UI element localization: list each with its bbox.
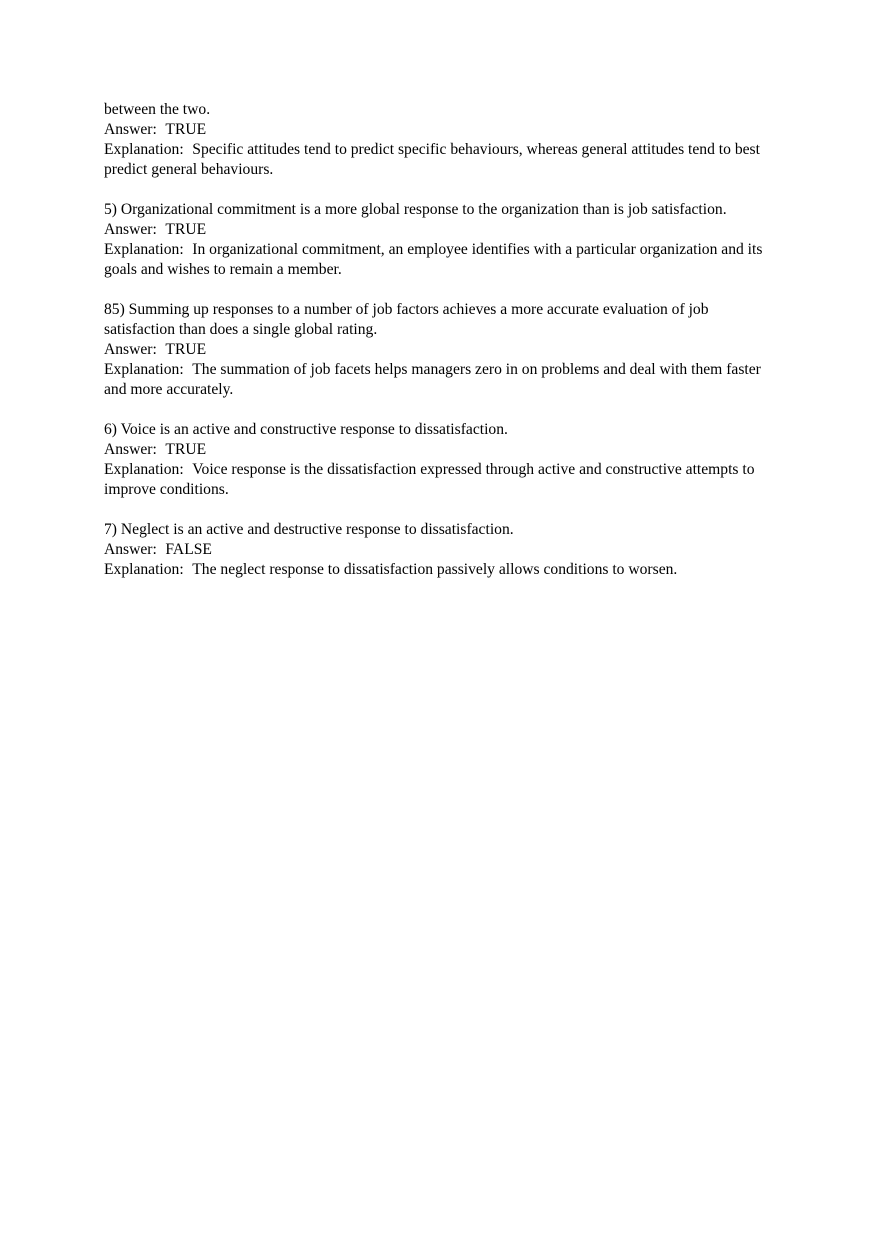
explanation-label: Explanation:	[104, 141, 184, 158]
explanation-label: Explanation:	[104, 361, 184, 378]
qa-block	[104, 420, 776, 500]
explanation-label: Explanation:	[104, 461, 184, 478]
explanation-label: Explanation:	[104, 241, 184, 258]
qa-block	[104, 520, 776, 580]
answer-label: Answer:	[104, 121, 157, 138]
explanation-body: Voice response is the dissatisfaction expressed through active and constructive attempts to improve conditions.	[104, 461, 755, 498]
answer-line	[104, 340, 776, 360]
question-text: 85) Summing up responses to a number of job factors achieves a more accurate evaluation of job satisfaction than does a single global rating.	[104, 301, 709, 338]
explanation-body: Specific attitudes tend to predict specific behaviours, whereas general attitudes tend to best predict general behaviours.	[104, 141, 760, 178]
question-text: between the two.	[104, 101, 211, 118]
explanation-line	[104, 240, 776, 280]
explanation-line	[104, 460, 776, 500]
answer-value: TRUE	[165, 221, 207, 238]
question-text: 5) Organizational commitment is a more global response to the organization than is job satisfaction.	[104, 201, 727, 218]
explanation-body: The summation of job facets helps managers zero in on problems and deal with them faster and more accurately.	[104, 361, 761, 398]
answer-label: Answer:	[104, 541, 157, 558]
answer-value: FALSE	[165, 541, 212, 558]
answer-line	[104, 120, 776, 140]
answer-value: TRUE	[165, 341, 207, 358]
explanation-label: Explanation:	[104, 561, 184, 578]
question-text: 7) Neglect is an active and destructive response to dissatisfaction.	[104, 521, 514, 538]
answer-label: Answer:	[104, 341, 157, 358]
answer-value: TRUE	[165, 121, 207, 138]
answer-line	[104, 440, 776, 460]
explanation-line	[104, 560, 776, 580]
qa-block	[104, 100, 776, 180]
explanation-body: In organizational commitment, an employee identifies with a particular organization and its goals and wishes to remain a member.	[104, 241, 763, 278]
answer-label: Answer:	[104, 441, 157, 458]
question-text: 6) Voice is an active and constructive response to dissatisfaction.	[104, 421, 508, 438]
answer-line	[104, 220, 776, 240]
qa-block	[104, 200, 776, 280]
explanation-line	[104, 140, 776, 180]
answer-label: Answer:	[104, 221, 157, 238]
answer-line	[104, 540, 776, 560]
explanation-line	[104, 360, 776, 400]
answer-value: TRUE	[165, 441, 207, 458]
explanation-body: The neglect response to dissatisfaction passively allows conditions to worsen.	[192, 561, 678, 578]
qa-block	[104, 300, 776, 400]
